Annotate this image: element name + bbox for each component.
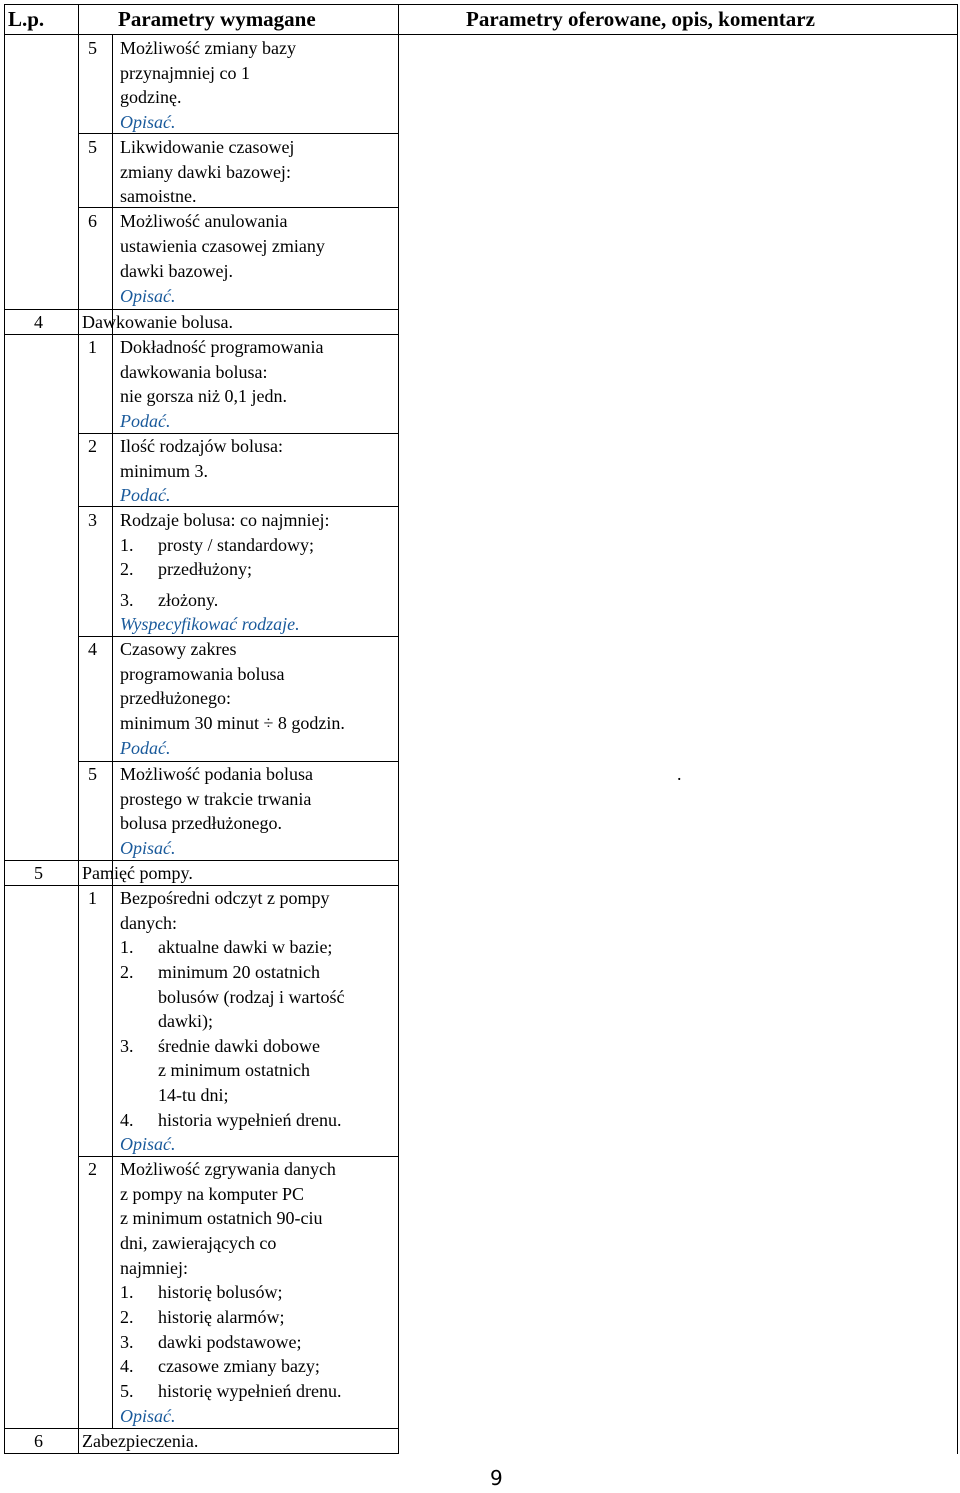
requirement-line: minimum 3. bbox=[120, 461, 209, 481]
header-required: Parametry wymagane bbox=[118, 7, 316, 31]
instruction-text: Opisać. bbox=[120, 1134, 176, 1154]
list-item-number: 3. bbox=[120, 1332, 134, 1352]
section-title: Zabezpieczenia. bbox=[82, 1431, 199, 1451]
list-item: historię wypełnień drenu. bbox=[158, 1381, 342, 1401]
instruction-text: Podać. bbox=[120, 411, 171, 431]
requirement-line: przynajmniej co 1 bbox=[120, 63, 250, 83]
list-item: średnie dawki dobowe bbox=[158, 1036, 320, 1056]
subrow-number: 3 bbox=[88, 510, 97, 530]
instruction-text: Opisać. bbox=[120, 286, 176, 306]
instruction-text: Wyspecyfikować rodzaje. bbox=[120, 614, 300, 634]
col-divider-subnum bbox=[112, 34, 113, 1429]
subrow-number: 4 bbox=[88, 639, 97, 659]
list-item: dawki podstawowe; bbox=[158, 1332, 302, 1352]
list-item: historię alarmów; bbox=[158, 1307, 285, 1327]
list-item-number: 1. bbox=[120, 937, 134, 957]
table-border-top bbox=[4, 4, 958, 5]
requirement-line: Możliwość zmiany bazy bbox=[120, 38, 296, 58]
section-title: Dawkowanie bolusa. bbox=[82, 312, 233, 332]
requirement-line: godzinę. bbox=[120, 87, 182, 107]
list-item-number: 3. bbox=[120, 590, 134, 610]
list-item-number: 4. bbox=[120, 1110, 134, 1130]
requirement-line: Rodzaje bolusa: co najmniej: bbox=[120, 510, 330, 530]
requirement-line: dawkowania bolusa: bbox=[120, 362, 268, 382]
header-offered: Parametry oferowane, opis, komentarz bbox=[466, 7, 815, 31]
list-item: przedłużony; bbox=[158, 559, 252, 579]
header-lp: L.p. bbox=[8, 7, 45, 31]
requirement-line: samoistne. bbox=[120, 186, 197, 206]
requirement-line: z minimum ostatnich 90-ciu bbox=[120, 1208, 323, 1228]
instruction-text: Podać. bbox=[120, 738, 171, 758]
list-item-number: 4. bbox=[120, 1356, 134, 1376]
requirement-line: Dokładność programowania bbox=[120, 337, 324, 357]
list-item: minimum 20 ostatnich bbox=[158, 962, 320, 982]
instruction-text: Opisać. bbox=[120, 112, 176, 132]
subrow-number: 5 bbox=[88, 764, 97, 784]
subrow-number: 2 bbox=[88, 436, 97, 456]
requirement-line: Czasowy zakres bbox=[120, 639, 237, 659]
requirement-line: programowania bolusa bbox=[120, 664, 285, 684]
list-item-number: 3. bbox=[120, 1036, 134, 1056]
requirement-line: minimum 30 minut ÷ 8 godzin. bbox=[120, 713, 345, 733]
section-number: 5 bbox=[34, 863, 43, 883]
offered-value: . bbox=[677, 764, 682, 784]
requirement-line: Możliwość anulowania bbox=[120, 211, 288, 231]
requirement-line: nie gorsza niż 0,1 jedn. bbox=[120, 386, 287, 406]
subrow-number: 5 bbox=[88, 38, 97, 58]
subrow-number: 5 bbox=[88, 137, 97, 157]
requirement-line: bolusa przedłużonego. bbox=[120, 813, 282, 833]
table-border-bottom bbox=[4, 1453, 398, 1454]
requirement-line: najmniej: bbox=[120, 1258, 188, 1278]
requirement-line: danych: bbox=[120, 913, 177, 933]
list-item-number: 2. bbox=[120, 559, 134, 579]
requirement-line: Ilość rodzajów bolusa: bbox=[120, 436, 283, 456]
list-item: aktualne dawki w bazie; bbox=[158, 937, 333, 957]
list-item: historia wypełnień drenu. bbox=[158, 1110, 342, 1130]
section-title: Pamięć pompy. bbox=[82, 863, 193, 883]
row-separator bbox=[4, 860, 398, 861]
requirement-line: zmiany dawki bazowej: bbox=[120, 162, 291, 182]
list-item: 14-tu dni; bbox=[158, 1085, 229, 1105]
list-item: złożony. bbox=[158, 590, 219, 610]
subrow-number: 1 bbox=[88, 337, 97, 357]
requirement-line: dni, zawierających co bbox=[120, 1233, 277, 1253]
section-number: 4 bbox=[34, 312, 43, 332]
page-number: 9 bbox=[490, 1466, 503, 1490]
requirement-line: Możliwość zgrywania danych bbox=[120, 1159, 336, 1179]
table-border-left bbox=[4, 4, 5, 1454]
requirement-line: z pompy na komputer PC bbox=[120, 1184, 304, 1204]
requirement-line: przedłużonego: bbox=[120, 688, 231, 708]
subrow-number: 6 bbox=[88, 211, 97, 231]
col-divider-lp bbox=[78, 4, 79, 1454]
list-item: historię bolusów; bbox=[158, 1282, 283, 1302]
row-separator bbox=[4, 1428, 398, 1429]
subrow-number: 2 bbox=[88, 1159, 97, 1179]
requirement-line: Likwidowanie czasowej bbox=[120, 137, 295, 157]
list-item-number: 2. bbox=[120, 1307, 134, 1327]
list-item-number: 1. bbox=[120, 535, 134, 555]
requirement-line: prostego w trakcie trwania bbox=[120, 789, 312, 809]
list-item: dawki); bbox=[158, 1011, 213, 1031]
requirement-line: Bezpośredni odczyt z pompy bbox=[120, 888, 330, 908]
instruction-text: Opisać. bbox=[120, 838, 176, 858]
instruction-text: Podać. bbox=[120, 485, 171, 505]
table-border-right bbox=[957, 4, 958, 1454]
header-separator bbox=[4, 34, 958, 35]
requirement-line: Możliwość podania bolusa bbox=[120, 764, 313, 784]
list-item-number: 1. bbox=[120, 1282, 134, 1302]
list-item: bolusów (rodzaj i wartość bbox=[158, 987, 345, 1007]
subrow-number: 1 bbox=[88, 888, 97, 908]
section-number: 6 bbox=[34, 1431, 43, 1451]
requirement-line: ustawienia czasowej zmiany bbox=[120, 236, 325, 256]
list-item: czasowe zmiany bazy; bbox=[158, 1356, 320, 1376]
instruction-text: Opisać. bbox=[120, 1406, 176, 1426]
requirement-line: dawki bazowej. bbox=[120, 261, 233, 281]
list-item-number: 2. bbox=[120, 962, 134, 982]
list-item: prosty / standardowy; bbox=[158, 535, 314, 555]
col-divider-offered bbox=[398, 4, 399, 1454]
list-item-number: 5. bbox=[120, 1381, 134, 1401]
list-item: z minimum ostatnich bbox=[158, 1060, 310, 1080]
